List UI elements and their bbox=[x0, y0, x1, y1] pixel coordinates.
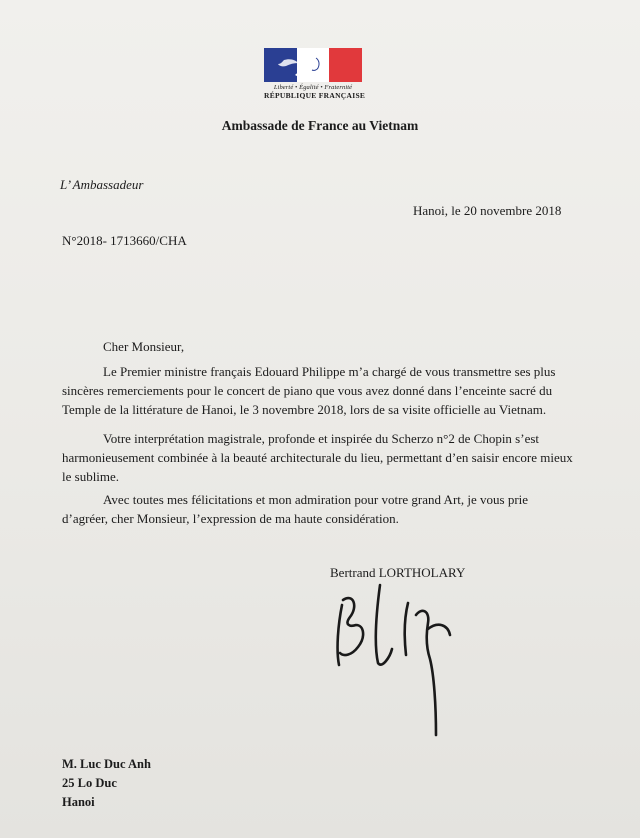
signatory-name: Bertrand LORTHOLARY bbox=[330, 565, 466, 580]
paragraph-3: Avec toutes mes félicitations et mon admiration pour votre grand Art, je vous prie d’agréer, cher Monsieur, l’expression de ma haute considération. bbox=[62, 492, 529, 526]
marianne-flag-icon bbox=[264, 48, 362, 82]
republique-francaise-logo bbox=[264, 48, 366, 100]
logo-name: RÉPUBLIQUE FRANÇAISE bbox=[264, 91, 366, 100]
signatory-title: L’ Ambassadeur bbox=[60, 177, 144, 192]
recipient-city: Hanoi bbox=[62, 795, 95, 809]
place-date: Hanoi, le 20 novembre 2018 bbox=[413, 203, 562, 218]
handwritten-signature bbox=[320, 575, 550, 775]
paragraph-1: Le Premier ministre français Edouard Philippe m’a chargé de vous transmettre ses plus sincères remerciements pour le concert de piano que vous avez donné dans l’enceinte sacré du Temple de la littérature de Hanoi, le 3 novembre 2018, lors de sa visite officielle au Vietnam. bbox=[62, 364, 556, 417]
salutation: Cher Monsieur, bbox=[103, 339, 185, 354]
logo-motto: Liberté • Égalité • Fraternité bbox=[273, 84, 353, 91]
recipient-name: M. Luc Duc Anh bbox=[62, 757, 151, 771]
embassy-heading: Ambassade de France au Vietnam bbox=[221, 118, 419, 133]
reference-number: N°2018- 1713660/CHA bbox=[62, 233, 187, 248]
recipient-street: 25 Lo Duc bbox=[62, 776, 117, 790]
paragraph-2: Votre interprétation magistrale, profonde et inspirée du Scherzo n°2 de Chopin s’est harmonieusement combinée à la beauté architecturale du lieu, permettant d’en saisir encore mieux le sublime. bbox=[62, 431, 573, 484]
